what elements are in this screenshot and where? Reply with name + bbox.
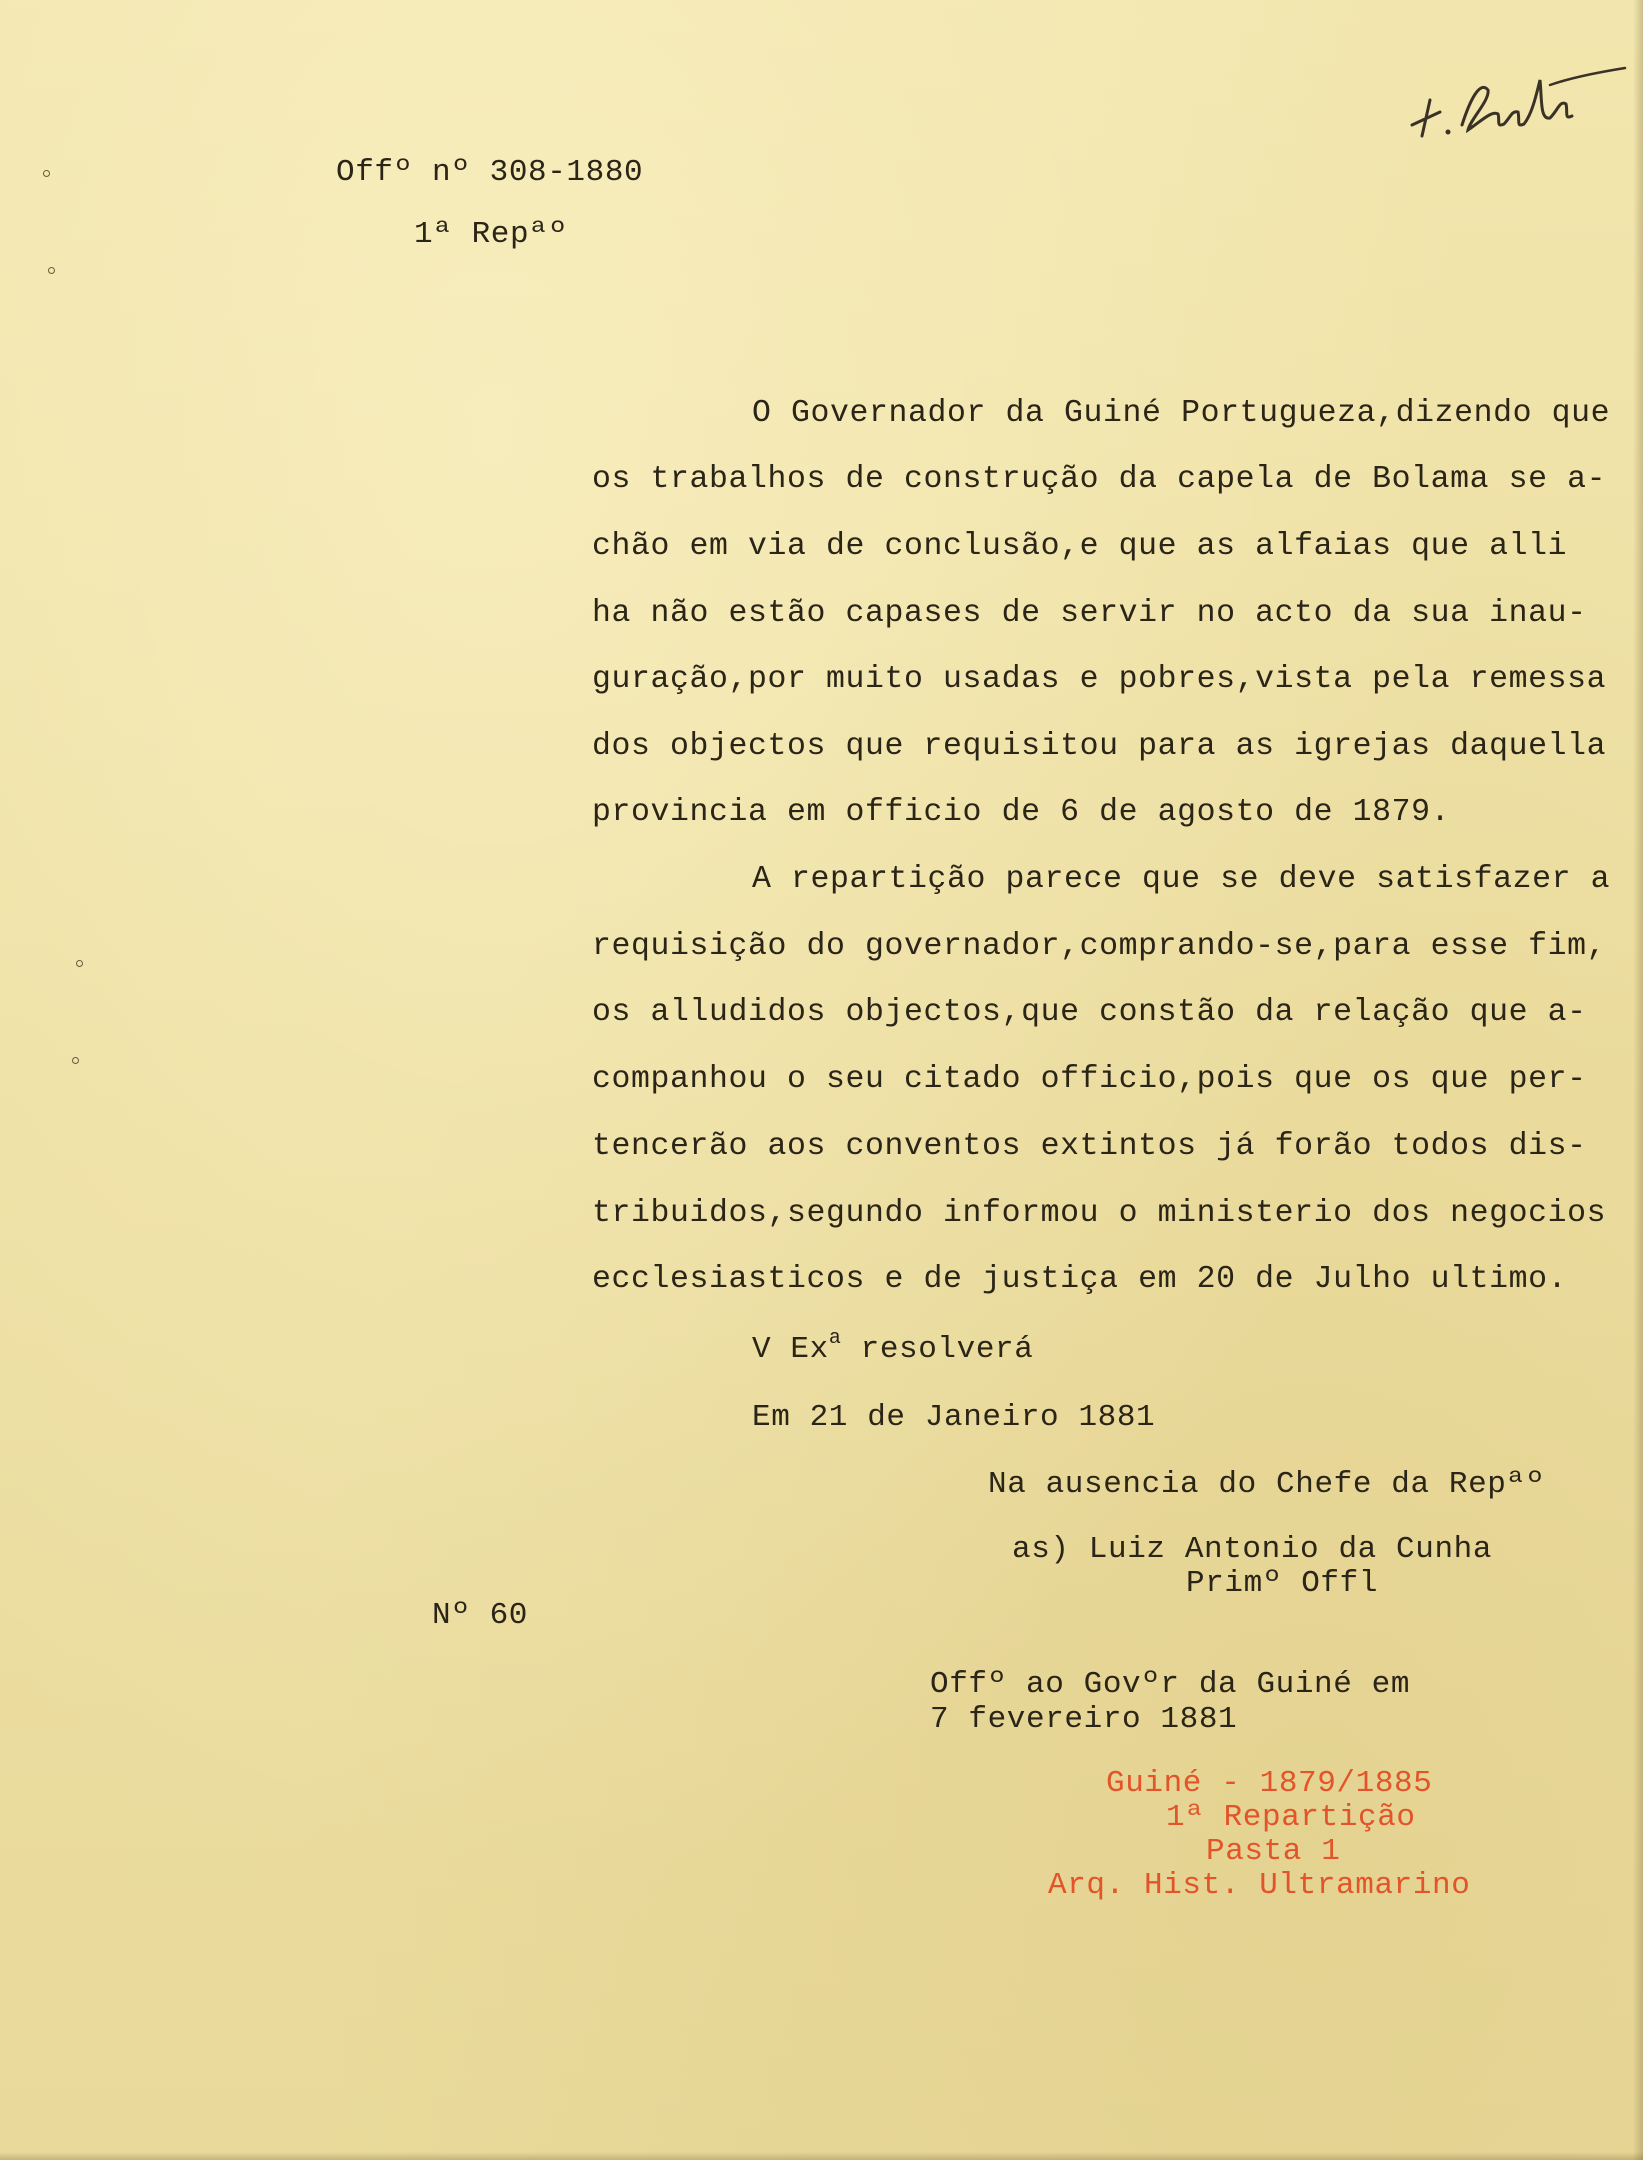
body-line: O Governador da Guiné Portugueza,dizendo que	[752, 396, 1611, 431]
body-line: tencerão aos conventos extintos já forão todos dis-	[592, 1129, 1587, 1164]
binder-hole-mark	[48, 267, 55, 274]
page-edge-shadow-right	[1633, 0, 1643, 2160]
resolve-superscript: a	[828, 1327, 842, 1350]
body-line: provincia em officio de 6 de agosto de 1879.	[592, 795, 1451, 830]
resolve-text-end: resolverá	[841, 1332, 1034, 1367]
resolve-text: V Ex	[752, 1332, 829, 1367]
body-line: dos objectos que requisitou para as igrejas daquella	[592, 729, 1607, 764]
body-line: os trabalhos de construção da capela de Bolama se a-	[592, 462, 1607, 497]
archive-stamp-line-4: Arq. Hist. Ultramarino	[1048, 1868, 1471, 1903]
body-line: ha não estão capases de servir no acto da sua inau-	[592, 596, 1587, 631]
page-edge-shadow-bottom	[0, 2152, 1643, 2160]
body-line: chão em via de conclusão,e que as alfaias que alli	[592, 529, 1568, 564]
body-line: requisição do governador,comprando-se,para esse fim,	[592, 929, 1607, 964]
body-line: A repartição parece que se deve satisfazer a	[752, 862, 1611, 897]
binder-hole-mark	[72, 1057, 79, 1064]
archive-stamp-line-2: 1ª Repartição	[1166, 1800, 1416, 1835]
resolve-line	[752, 1327, 1034, 1373]
body-line: os alludidos objectos,que constão da relação que a-	[592, 995, 1587, 1030]
body-line: guração,por muito usadas e pobres,vista pela remessa	[592, 662, 1607, 697]
binder-hole-mark	[43, 170, 50, 177]
body-line: ecclesiasticos e de justiça em 20 de Julho ultimo.	[592, 1262, 1568, 1297]
repartition-label: 1ª Repªº	[414, 217, 568, 252]
signed-by: as) Luiz Antonio da Cunha	[1012, 1532, 1493, 1567]
body-line: tribuidos,segundo informou o ministerio dos negocios	[592, 1196, 1607, 1231]
archive-stamp-line-1: Guiné - 1879/1885	[1106, 1766, 1433, 1801]
date-line: Em 21 de Janeiro 1881	[752, 1400, 1156, 1435]
archive-stamp-line-3: Pasta 1	[1206, 1834, 1341, 1869]
binder-hole-mark	[76, 960, 83, 967]
document-number: Nº 60	[432, 1598, 529, 1633]
office-number: Offº nº 308-1880	[336, 155, 644, 190]
signer-title: Primº Offl	[1186, 1566, 1379, 1601]
dispatch-line-1: Offº ao Govºr da Guiné em	[930, 1667, 1411, 1702]
dispatch-line-2: 7 fevereiro 1881	[930, 1702, 1238, 1737]
handwritten-initials-signature	[1400, 40, 1630, 150]
body-line: companhou o seu citado officio,pois que os que per-	[592, 1062, 1587, 1097]
absence-line: Na ausencia do Chefe da Repªº	[988, 1467, 1545, 1502]
